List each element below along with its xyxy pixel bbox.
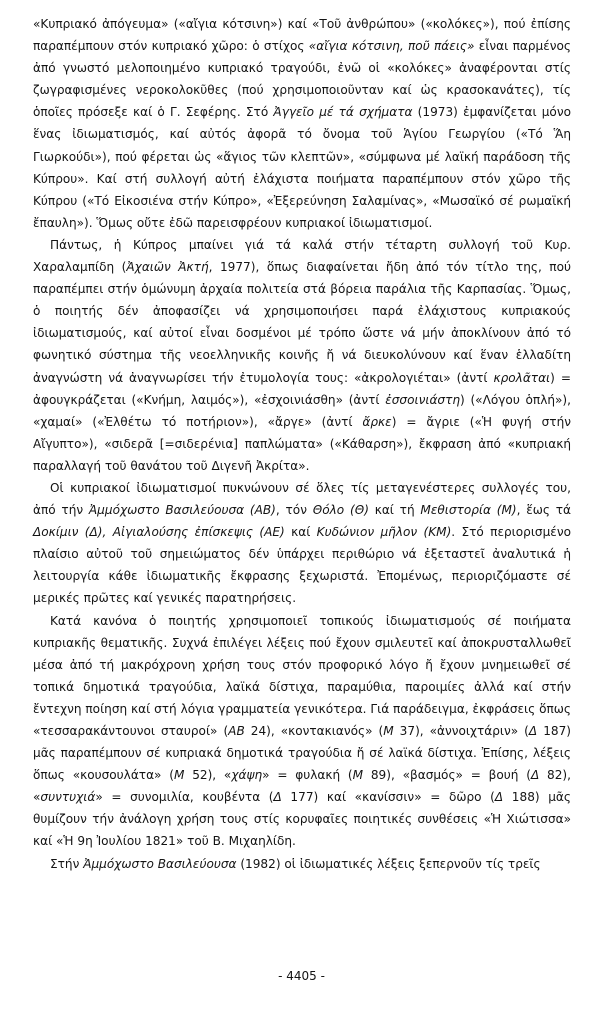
text-run: ) = ἄγριε («Ἡ φυγή στήν Αἴγυπτο»), «σιδερᾶ [=σιδερένια] παπλώματα» («Κάθαρση»), ἔκφραση ἀπό «κυπριακή παραλλαγή τοῦ θανάτου τοῦ Διγενῆ Ἀκρίτα». xyxy=(33,414,571,473)
paragraph xyxy=(33,234,571,477)
page-number: - 4405 - xyxy=(278,969,325,983)
text-run: 82), « xyxy=(33,768,571,805)
text-run: 37), «ἀννοιχτάριν» ( xyxy=(393,724,529,738)
italic-text-run: Μ xyxy=(352,768,364,783)
text-run: 89), «βασμός» = βουή ( xyxy=(363,768,531,783)
text-run: 52), « xyxy=(184,768,232,783)
text-run: , ἕως τά xyxy=(516,503,572,518)
italic-text-run: Δ xyxy=(530,768,540,783)
text-run: , 1977), ὅπως διαφαίνεται ἤδη ἀπό τόν τίτλο της, πού παραπέμπει στήν ὁμώνυμη ἀρχαία πολιτεία στά βόρεια παράλια τῆς Καρπασίας. Ὅμως, ὁ ποιητής δέν ἀποφασίζει νά χρησιμοποιήσει παρά ἐλάχιστους κυπριακούς ἰδιωματισμούς, καί αὐτοί εἶναι δοσμένοι μέ τρόπο ὥστε νά μήν ἀποκλίνουν ἀπό τό φωνητικό σύστημα τῆς νεοελληνικῆς κοινῆς ἤ νά διευκολύνουν καί ἕναν ἑλλαδίτη ἀναγνώστη νά ἀναγνωρίσει τήν ἐτυμολογία τους: «ἀκρολογιέται» (ἀντί xyxy=(33,260,571,385)
italic-text-run: Μ xyxy=(383,724,394,738)
text-run: 187) μᾶς παραπέμπουν σέ κυπριακά δημοτικά τραγούδια ἤ σέ λαϊκά δίστιχα. Ἐπίσης, λέξεις ὅπως «κουσουλάτα» ( xyxy=(33,724,571,783)
paragraph xyxy=(33,853,571,875)
text-run: «Κυπριακό ἀπόγευμα» («αἴγια κότσινη») καί «Τοῦ ἀνθρώπου» («κολόκες»), πού ἐπίσης παραπέμπουν στόν κυπριακό χῶρο: ὁ στίχος xyxy=(33,17,571,54)
italic-text-run: ΑΒ xyxy=(228,724,245,738)
text-run: εἶναι παρμένος ἀπό γνωστό μελοποιημένο κυπριακό τραγούδι, ἐνῶ οἱ «κολόκες» ἀναφέρονται στίς ζωγραφισμένες νεροκολοκῦθες (πού χρησιμοποιοῦνταν καί ὡς κρασοκανάτες), τίς ὁποῖες πρόσεξε καί ὁ Γ. Σεφέρης. Στό xyxy=(33,39,571,120)
italic-text-run: «αἴγια κότσινη, ποῦ πάεις» xyxy=(308,39,475,54)
italic-text-run: χάψη xyxy=(231,768,263,783)
italic-text-run: Δ xyxy=(273,790,282,805)
italic-text-run: Δ xyxy=(528,724,538,738)
italic-text-run: κρολᾶται xyxy=(493,370,551,385)
paragraph xyxy=(33,477,571,610)
italic-text-run: Ἀχαιῶν Ἀκτή xyxy=(126,260,209,275)
text-run: ) = ἀφουγκράζεται («Κνήμη, λαιμός»), «ἐσχοινιάσθη» (ἀντί xyxy=(33,370,571,407)
text-run: . Στό περιορισμένο πλαίσιο αὐτοῦ τοῦ σημειώματος δέν ὑπάρχει περιθώριο νά ἐξεταστεῖ ἀναλυτικά ἡ λειτουργία κάθε ἰδιωματικῆς ἔκφρασης ξεχωριστά. Ἐπομένως, περιοριζόμαστε σέ μερικές πρῶτες καί γενικές παρατηρήσεις. xyxy=(33,525,571,606)
text-run: 188) μᾶς θυμίζουν τήν ἀνάλογη χρήση τους στίς κορυφαῖες ποιητικές συνθέσεις «Ἡ Χιώτισσα» καί «Ἡ 9η Ἰουλίου 1821» τοῦ Β. Μιχαηλίδη. xyxy=(33,790,571,849)
text-run: καί τή xyxy=(368,503,421,518)
text-run: Πάντως, ἡ Κύπρος μπαίνει γιά τά καλά στήν τέταρτη συλλογή τοῦ Κυρ. Χαραλαμπίδη ( xyxy=(33,237,571,275)
italic-text-run: Ἀγγεῖο μέ τά σχήματα xyxy=(273,105,413,120)
italic-text-run: Ἀμμόχωστο Βασιλεύουσα xyxy=(83,856,237,871)
text-run: , τόν xyxy=(275,503,313,518)
text-run: 177) καί «κανίσσιν» = δῶρο ( xyxy=(281,790,495,805)
text-run: ) («Λόγου ὁπλή»), «χαμαί» («Ἐλθέτω τό ποτήριον»), «ἄργε» (ἀντί xyxy=(33,392,571,429)
italic-text-run: ἐσσοινιάστη xyxy=(385,392,461,407)
text-run: (1973) ἐμφανίζεται μόνο ἕνας ἰδιωματισμός, καί αὐτός ἀφορᾶ τό ὄνομα τοῦ Ἁγίου Γεωργίου («Τό Ἅη Γιωρκούδι»), πού φέρεται ὡς «ἅγιος τῶν κλεπτῶν», «σύμφωνα μέ λαϊκή παράδοση τῆς Κύπρου». Καί στή συλλογή αὐτή ἐλάχιστα ποιήματα παραπέμπουν στόν χῶρο τῆς Κύπρου («Τό Εἰκοσιένα στήν Κύπρο», «Ἐξερεύνηση Σαλαμίνας», «Μωσαϊκό σέ ρωμαϊκή ἔπαυλη»). Ὅμως οὔτε ἐδῶ παρεισφρέουν κυπριακοί ἰδιωματισμοί. xyxy=(33,105,571,230)
italic-text-run: Δοκίμιν (Δ), Αἰγιαλούσης ἐπίσκεψις (ΑΕ) xyxy=(33,525,285,540)
text-run: (1982) οἱ ἰδιωματικές λέξεις ξεπερνοῦν τίς τρεῖς xyxy=(236,856,541,871)
italic-text-run: Θόλο (Θ) xyxy=(312,503,369,518)
italic-text-run: Κυδώνιον μῆλον (ΚΜ) xyxy=(316,525,452,540)
italic-text-run: Δ xyxy=(494,790,504,805)
text-run: Οἱ κυπριακοί ἰδιωματισμοί πυκνώνουν σέ ὅλες τίς μεταγενέστερες συλλογές του, ἀπό τήν xyxy=(33,480,571,518)
text-run: Κατά κανόνα ὁ ποιητής χρησιμοποιεῖ τοπικούς ἰδιωματισμούς σέ ποιήματα κυπριακῆς θεματικῆς. Συχνά ἐπιλέγει λέξεις πού ἔχουν σμιλευτεῖ καί ἀποκρυσταλλωθεῖ μέσα ἀπό τή μακρόχρονη χρήση τους στόν προφορικό λόγο ἤ ἔχουν μνημειωθεῖ σέ τοπικά δημοτικά τραγούδια, λαϊκά δίστιχα, παραμύθια, παροιμίες ἀλλά καί στήν ἔντεχνη ποίηση καί στή λόγια γραμματεία γενικότερα. Γιά παράδειγμα, ἐκφράσεις ὅπως «τεσσαρακάντουνοι σταυροί» ( xyxy=(33,613,571,738)
italic-text-run: συντυχιά xyxy=(40,790,96,805)
paragraph xyxy=(33,610,571,853)
italic-text-run: Μεθιστορία (Μ) xyxy=(420,503,517,518)
text-run: » = συνομιλία, κουβέντα ( xyxy=(95,790,274,805)
body-text xyxy=(33,13,571,875)
text-run: 24), «κοντακιανός» ( xyxy=(244,724,384,738)
text-run: καί xyxy=(284,525,317,540)
italic-text-run: Ἀμμόχωστο Βασιλεύουσα (ΑΒ) xyxy=(88,503,276,518)
paragraph xyxy=(33,13,571,234)
italic-text-run: Μ xyxy=(173,768,185,783)
italic-text-run: ἄρκε xyxy=(362,414,392,429)
text-run: » = φυλακή ( xyxy=(262,768,353,783)
text-run: Στήν xyxy=(50,856,84,871)
